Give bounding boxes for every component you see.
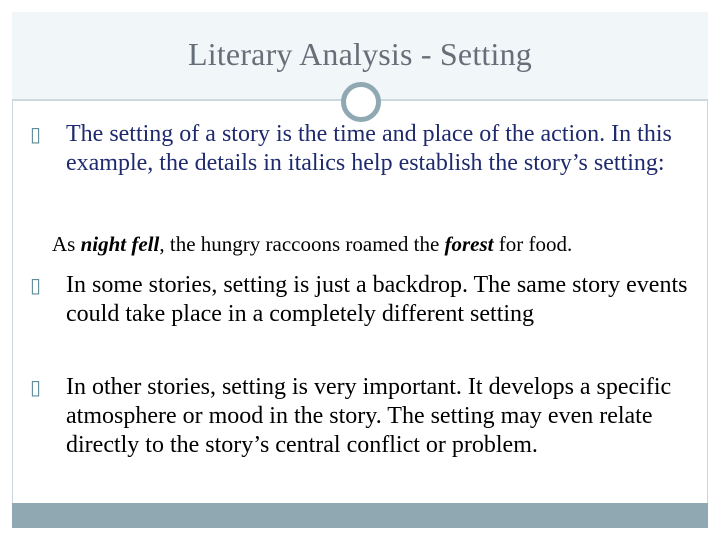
example-emphasis-place: forest <box>444 232 494 256</box>
bullet-text: In some stories, setting is just a backdrop. The same story events could take place in a completely different setting <box>66 272 688 327</box>
example-tail: for food. <box>493 232 573 256</box>
bullet-text: In other stories, setting is very important. It develops a specific atmosphere or mood in the story. The setting may even relate directly to the story’s central conflict or problem. <box>66 374 672 458</box>
example-middle: , the hungry raccoons roamed the <box>159 232 445 256</box>
example-sentence <box>52 232 702 257</box>
bullet-glyph-icon: ▯ <box>30 122 42 146</box>
bullet-glyph-icon: ▯ <box>30 375 42 399</box>
bullet-glyph-icon: ▯ <box>30 273 42 297</box>
bullet-setting-backdrop <box>30 271 690 329</box>
bullet-setting-definition <box>30 120 690 178</box>
slide-title: Literary Analysis - Setting <box>187 36 532 72</box>
bullet-setting-important <box>30 373 690 460</box>
footer-accent-bar <box>12 503 708 528</box>
bullet-text: The setting of a story is the time and place of the action. In this example, the details in italics help establish the story’s setting: <box>66 121 672 176</box>
example-emphasis-time: night fell <box>80 232 160 256</box>
example-lead: As <box>52 232 81 256</box>
